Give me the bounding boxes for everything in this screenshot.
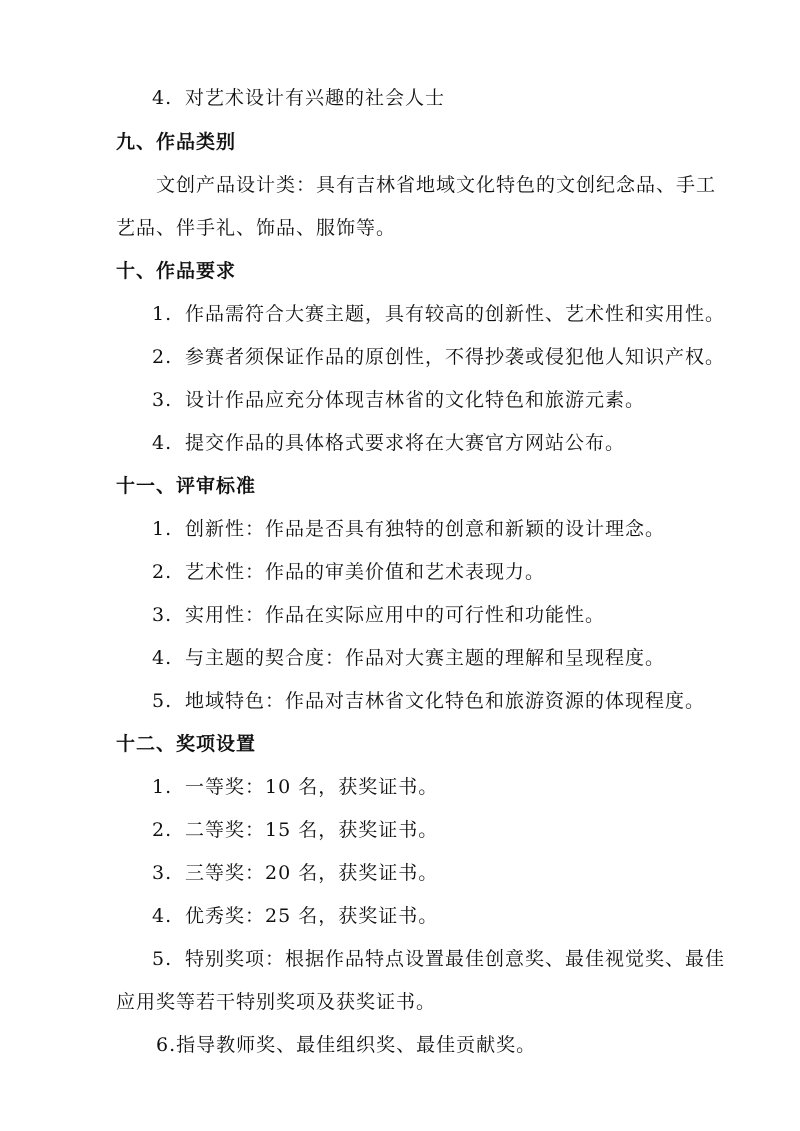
section-heading-11: 十一、评审标准 bbox=[116, 475, 257, 497]
item-number: 4. bbox=[152, 432, 173, 454]
item-text: 参赛者须保证作品的原创性，不得抄袭或侵犯他人知识产权。 bbox=[185, 346, 726, 368]
item-text: 创新性：作品是否具有独特的创意和新颖的设计理念。 bbox=[185, 518, 666, 540]
item-number: 1. bbox=[152, 776, 173, 798]
item-number: 1. bbox=[152, 303, 173, 325]
list-item bbox=[152, 902, 438, 930]
list-item bbox=[152, 84, 445, 112]
list-item bbox=[152, 429, 625, 457]
item-number: 4. bbox=[152, 87, 173, 109]
item-text: 设计作品应充分体现吉林省的文化特色和旅游元素。 bbox=[185, 389, 646, 411]
list-item bbox=[152, 773, 438, 801]
item-number: 5. bbox=[152, 948, 173, 970]
item-number: 3. bbox=[152, 389, 173, 411]
list-item bbox=[152, 515, 665, 543]
paragraph-line: 艺品、伴手礼、饰品、服饰等。 bbox=[116, 217, 397, 239]
item-text: 特别奖项：根据作品特点设置最佳创意奖、最佳视觉奖、最佳 bbox=[185, 948, 726, 970]
item-number: 4. bbox=[152, 647, 173, 669]
list-item bbox=[152, 687, 705, 715]
section-heading-9: 九、作品类别 bbox=[116, 131, 237, 153]
list-item bbox=[152, 300, 725, 328]
item-text: 艺术性：作品的审美价值和艺术表现力。 bbox=[185, 561, 546, 583]
item-number: 2. bbox=[152, 819, 173, 841]
list-item bbox=[152, 859, 438, 887]
item-number: 3. bbox=[152, 604, 173, 626]
item-text: 三等奖：20 名，获奖证书。 bbox=[185, 862, 439, 884]
item-text: 对艺术设计有兴趣的社会人士 bbox=[185, 87, 446, 109]
item-number: 1. bbox=[152, 518, 173, 540]
list-item bbox=[152, 601, 605, 629]
item-text: 与主题的契合度：作品对大赛主题的理解和呈现程度。 bbox=[185, 647, 666, 669]
item-number: 4. bbox=[152, 905, 173, 927]
item-number: 2. bbox=[152, 346, 173, 368]
paragraph-line: 文创产品设计类：具有吉林省地域文化特色的文创纪念品、手工 bbox=[156, 174, 717, 196]
list-item: 6.指导教师奖、最佳组织奖、最佳贡献奖。 bbox=[156, 1034, 537, 1056]
list-item bbox=[152, 343, 725, 371]
item-text: 实用性：作品在实际应用中的可行性和功能性。 bbox=[185, 604, 606, 626]
item-number: 5. bbox=[152, 690, 173, 712]
list-item bbox=[152, 945, 725, 973]
list-item bbox=[152, 816, 438, 844]
item-text: 优秀奖：25 名，获奖证书。 bbox=[185, 905, 439, 927]
item-number: 2. bbox=[152, 561, 173, 583]
item-text: 一等奖：10 名，获奖证书。 bbox=[185, 776, 439, 798]
list-item bbox=[152, 386, 645, 414]
section-heading-10: 十、作品要求 bbox=[116, 260, 237, 282]
item-text: 作品需符合大赛主题，具有较高的创新性、艺术性和实用性。 bbox=[185, 303, 726, 325]
item-text: 地域特色：作品对吉林省文化特色和旅游资源的体现程度。 bbox=[185, 690, 706, 712]
item-number: 3. bbox=[152, 862, 173, 884]
list-item bbox=[152, 644, 665, 672]
section-heading-12: 十二、奖项设置 bbox=[116, 733, 257, 755]
item-text: 提交作品的具体格式要求将在大赛官方网站公布。 bbox=[185, 432, 626, 454]
list-item bbox=[152, 558, 545, 586]
list-item-continuation: 应用奖等若干特别奖项及获奖证书。 bbox=[116, 991, 437, 1013]
item-text: 二等奖：15 名，获奖证书。 bbox=[185, 819, 439, 841]
